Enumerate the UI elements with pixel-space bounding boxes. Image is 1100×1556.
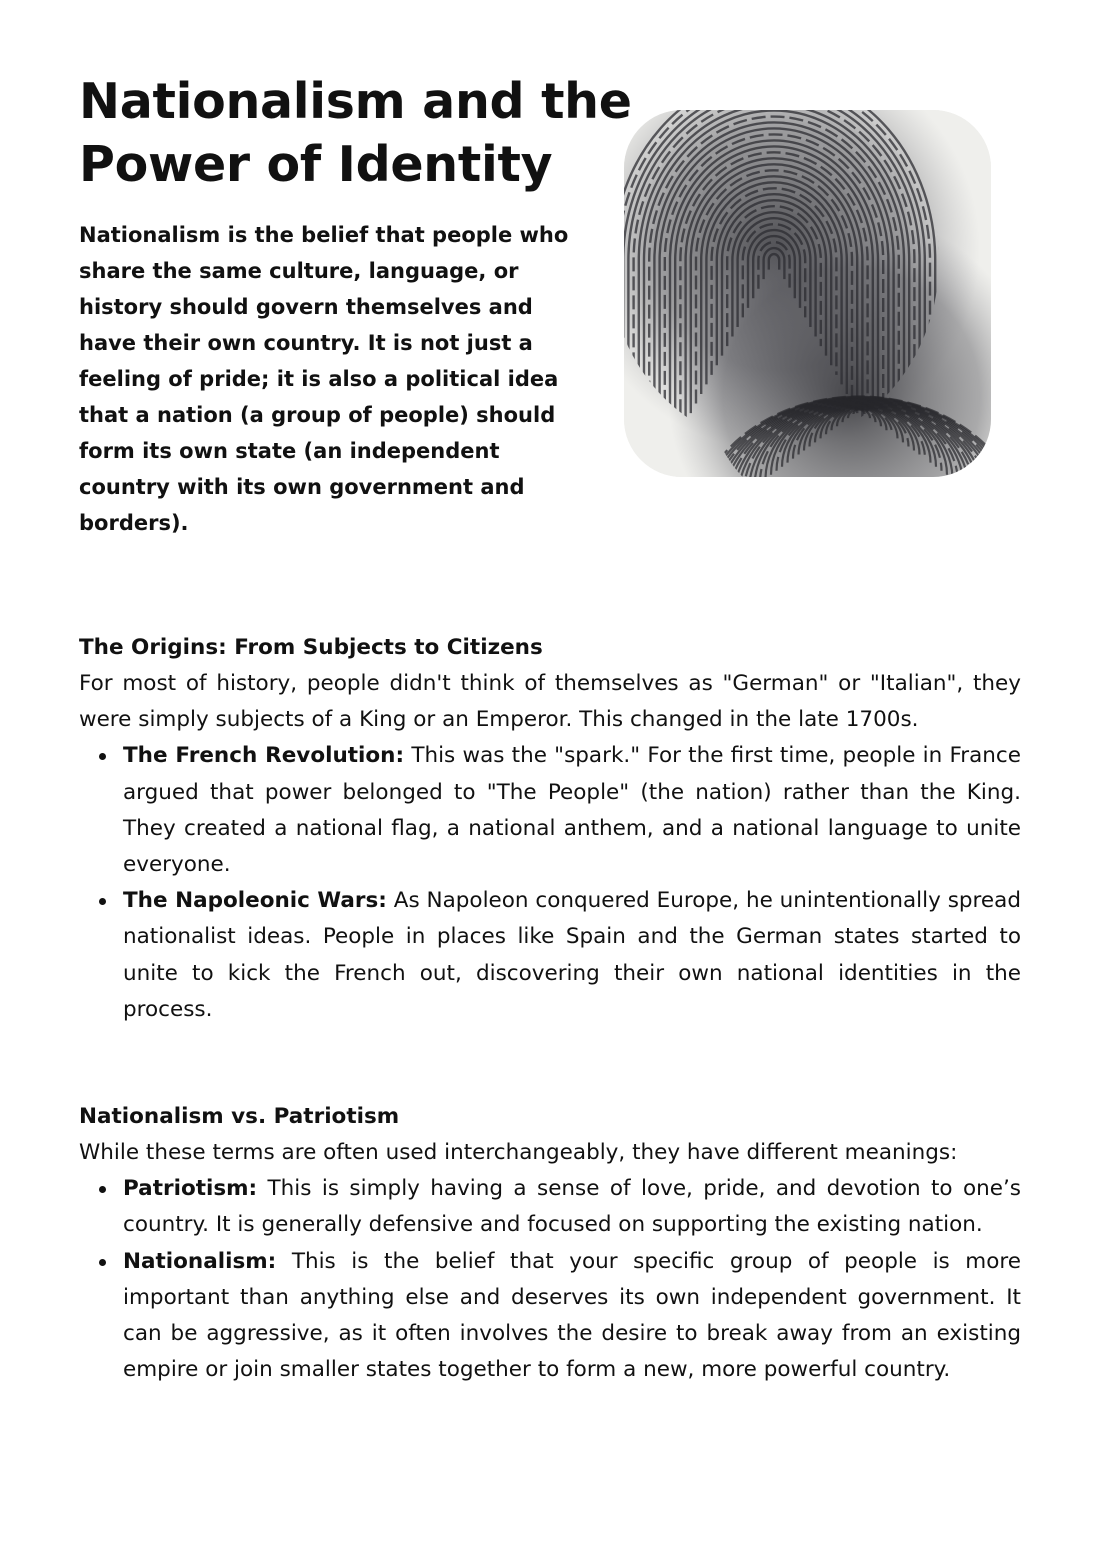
bullet-term: The Napoleonic Wars: bbox=[123, 888, 387, 914]
bullet-text: This is simply having a sense of love, pride, and devotion to one’s country. It is generally defensive and focused on supporting the existing nation. bbox=[123, 1176, 1021, 1238]
section-paragraph: For most of history, people didn't think of themselves as "German" or "Italian", they were simply subjects of a King or an Emperor. This changed in the late 1700s. bbox=[79, 671, 1021, 733]
page-title: Nationalism and the Power of Identity bbox=[79, 73, 632, 193]
list-item bbox=[123, 1244, 1021, 1389]
section-origins bbox=[79, 630, 1021, 1028]
section-heading: Nationalism vs. Patriotism bbox=[79, 1104, 400, 1129]
fingerprint-illustration bbox=[624, 110, 991, 477]
list-item bbox=[123, 1171, 1021, 1243]
bullet-term: The French Revolution: bbox=[123, 743, 405, 769]
fingerprint-photo-icon bbox=[624, 110, 991, 477]
intro-paragraph: Nationalism is the belief that people who share the same culture, language, or history should govern themselves and have their own country. It is not just a feeling of pride; it is also a political idea that a nation (a group of people) should form its own state (an independent country with its own government and borders). bbox=[79, 223, 569, 535]
bullet-text: As Napoleon conquered Europe, he unintentionally spread nationalist ideas. People in places like Spain and the German states started to unite to kick the French out, discovering their own national identities in the process. bbox=[123, 888, 1021, 1022]
bullet-term: Patriotism: bbox=[123, 1176, 258, 1202]
section-paragraph: While these terms are often used interchangeably, they have different meanings: bbox=[79, 1140, 958, 1165]
section-heading: The Origins: From Subjects to Citizens bbox=[79, 635, 543, 660]
section-nationalism-vs-patriotism bbox=[79, 1099, 1021, 1388]
bullet-term: Nationalism: bbox=[123, 1248, 277, 1274]
list-item bbox=[123, 883, 1021, 1028]
bullet-text: This was the "spark." For the first time, people in France argued that power belonged to "The People" (the nation) rather than the King. They created a national flag, a national anthem, and a national language to unite everyone. bbox=[123, 743, 1021, 878]
bullet-text: This is the belief that your specific group of people is more important than anything else and deserves its own independent government. It can be aggressive, as it often involves the desire to break away from an existing empire or join smaller states together to form a new, more powerful country. bbox=[123, 1248, 1021, 1383]
bullet-list bbox=[79, 1171, 1021, 1388]
list-item bbox=[123, 738, 1021, 883]
bullet-list bbox=[79, 738, 1021, 1028]
